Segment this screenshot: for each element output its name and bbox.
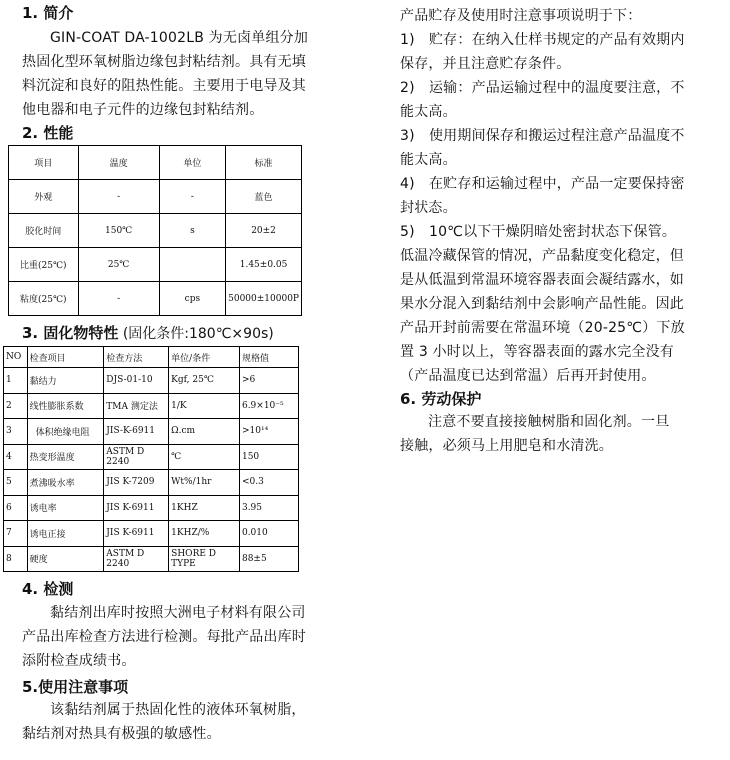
storage-list bbox=[400, 28, 686, 388]
table-cell bbox=[159, 248, 225, 282]
table-cell: 1/K bbox=[169, 393, 240, 419]
table-cell: JIS K-6911 bbox=[104, 521, 169, 547]
table-cell: 0.010 bbox=[239, 521, 298, 547]
table-cell: JIS-K-6911 bbox=[104, 419, 169, 445]
table-row bbox=[4, 444, 299, 470]
list-item: 3) 使用期间保存和搬运过程注意产品温度不能太高。 bbox=[400, 128, 685, 168]
table-cell: - bbox=[78, 180, 159, 214]
table-row bbox=[4, 546, 299, 572]
table-cell: 2 bbox=[4, 393, 28, 419]
table-row bbox=[4, 495, 299, 521]
table-cell: Kgf, 25℃ bbox=[169, 368, 240, 394]
table-cell: 诱电率 bbox=[27, 495, 104, 521]
table-cell: - bbox=[78, 282, 159, 316]
cured-condition: (固化条件:180℃×90s) bbox=[122, 326, 274, 342]
table-cell: 1KHZ bbox=[169, 495, 240, 521]
table-cell: 煮沸吸水率 bbox=[27, 470, 104, 496]
table-cell: 胶化时间 bbox=[9, 214, 79, 248]
table-cell: cps bbox=[159, 282, 225, 316]
table-header-cell: 单位/条件 bbox=[169, 347, 240, 368]
table-row bbox=[9, 282, 302, 316]
table-cell: JIS K-7209 bbox=[104, 470, 169, 496]
table-row bbox=[4, 470, 299, 496]
table-header-cell: NO bbox=[4, 347, 28, 368]
table-cell: 20±2 bbox=[226, 214, 302, 248]
table-cell: 3.95 bbox=[239, 495, 298, 521]
table-header-cell: 单位 bbox=[159, 146, 225, 180]
performance-heading: 2. 性能 bbox=[22, 124, 74, 142]
table-cell: Wt%/1hr bbox=[169, 470, 240, 496]
table-row bbox=[9, 214, 302, 248]
table-header-cell: 检查项目 bbox=[27, 347, 104, 368]
table-cell: 粘度(25℃) bbox=[9, 282, 79, 316]
table-cell: 诱电正接 bbox=[27, 521, 104, 547]
table-header-cell: 项目 bbox=[9, 146, 79, 180]
table-cell: 88±5 bbox=[239, 546, 298, 572]
intro-heading: 1. 简介 bbox=[22, 4, 74, 22]
table-cell: 6.9×10⁻⁵ bbox=[239, 393, 298, 419]
table-row bbox=[4, 419, 299, 445]
performance-table bbox=[8, 145, 302, 316]
table-cell: 1KHZ/% bbox=[169, 521, 240, 547]
table-cell: 8 bbox=[4, 546, 28, 572]
table-header-cell: 标准 bbox=[226, 146, 302, 180]
list-item: 5) 10℃以下干燥阴暗处密封状态下保管。低温冷藏保管的情况，产品黏度变化稳定，但是从低温到常温环境容器表面会凝结露水，如果水分混入到黏结剂中会影响产品性能。因此产品开封前需要在常温环境（20-25℃）下放置 3 小时以上，等容器表面的露水完全没有（产品温度已达到常温）后再开封使用。 bbox=[400, 224, 685, 384]
table-cell: 硬度 bbox=[27, 546, 104, 572]
table-cell: DJS-01-10 bbox=[104, 368, 169, 394]
table-cell: 7 bbox=[4, 521, 28, 547]
table-row bbox=[4, 393, 299, 419]
table-header-row bbox=[4, 347, 299, 368]
table-cell: 体积绝缘电阻 bbox=[27, 419, 104, 445]
table-cell: Ω.cm bbox=[169, 419, 240, 445]
cured-properties-table bbox=[3, 346, 299, 572]
table-cell: JIS K-6911 bbox=[104, 495, 169, 521]
table-cell: 25℃ bbox=[78, 248, 159, 282]
table-cell: ASTM D 2240 bbox=[104, 546, 169, 572]
list-item: 2) 运输：产品运输过程中的温度要注意，不能太高。 bbox=[400, 80, 685, 120]
protection-heading: 6. 劳动保护 bbox=[400, 390, 482, 408]
table-cell: 4 bbox=[4, 444, 28, 470]
usage-heading: 5.使用注意事项 bbox=[22, 678, 129, 696]
table-header-cell: 规格值 bbox=[239, 347, 298, 368]
table-cell: 1 bbox=[4, 368, 28, 394]
table-cell: s bbox=[159, 214, 225, 248]
table-header-row bbox=[9, 146, 302, 180]
table-cell: 1.45±0.05 bbox=[226, 248, 302, 282]
table-cell: 蓝色 bbox=[226, 180, 302, 214]
inspection-heading: 4. 检测 bbox=[22, 580, 74, 598]
table-cell: 6 bbox=[4, 495, 28, 521]
table-header-cell: 检查方法 bbox=[104, 347, 169, 368]
table-row bbox=[4, 368, 299, 394]
table-cell: <0.3 bbox=[239, 470, 298, 496]
table-header-cell: 温度 bbox=[78, 146, 159, 180]
table-cell: 3 bbox=[4, 419, 28, 445]
cured-heading: 3. 固化物特性 bbox=[22, 324, 119, 342]
table-cell: 5 bbox=[4, 470, 28, 496]
table-cell: >6 bbox=[239, 368, 298, 394]
table-cell: ASTM D 2240 bbox=[104, 444, 169, 470]
table-row bbox=[9, 180, 302, 214]
table-cell: 热变形温度 bbox=[27, 444, 104, 470]
intro-text: GIN-COAT DA-1002LB 为无卤单组分加热固化型环氧树脂边缘包封粘结剂。具有无填料沉淀和良好的阻热性能。主要用于电导及其他电器和电子元件的边缘包封粘结剂。 bbox=[22, 30, 309, 118]
list-item: 1) 贮存：在纳入仕样书规定的产品有效期内保存，并且注意贮存条件。 bbox=[400, 32, 685, 72]
table-cell: SHORE D TYPE bbox=[169, 546, 240, 572]
list-item: 4) 在贮存和运输过程中，产品一定要保持密封状态。 bbox=[400, 176, 685, 216]
table-cell: 150℃ bbox=[78, 214, 159, 248]
table-cell: 比重(25℃) bbox=[9, 248, 79, 282]
table-cell: - bbox=[159, 180, 225, 214]
table-cell: 150 bbox=[239, 444, 298, 470]
table-cell: 50000±10000P bbox=[226, 282, 302, 316]
table-cell: 线性膨胀系数 bbox=[27, 393, 104, 419]
table-cell: 外观 bbox=[9, 180, 79, 214]
table-row bbox=[9, 248, 302, 282]
cured-heading-line bbox=[22, 322, 322, 343]
protection-text: 注意不要直接接触树脂和固化剂。一旦接触，必须马上用肥皂和水清洗。 bbox=[400, 414, 670, 454]
table-cell: >10¹⁴ bbox=[239, 419, 298, 445]
table-cell: ℃ bbox=[169, 444, 240, 470]
inspection-text: 黏结剂出库时按照大洲电子材料有限公司产品出库检查方法进行检测。每批产品出库时添附检查成绩书。 bbox=[22, 605, 306, 669]
usage-text: 该黏结剂属于热固化性的液体环氧树脂，黏结剂对热具有极强的敏感性。 bbox=[22, 702, 306, 742]
table-cell: TMA 测定法 bbox=[104, 393, 169, 419]
storage-intro: 产品贮存及使用时注意事项说明于下： bbox=[400, 8, 642, 24]
table-cell: 黏结力 bbox=[27, 368, 104, 394]
table-row bbox=[4, 521, 299, 547]
